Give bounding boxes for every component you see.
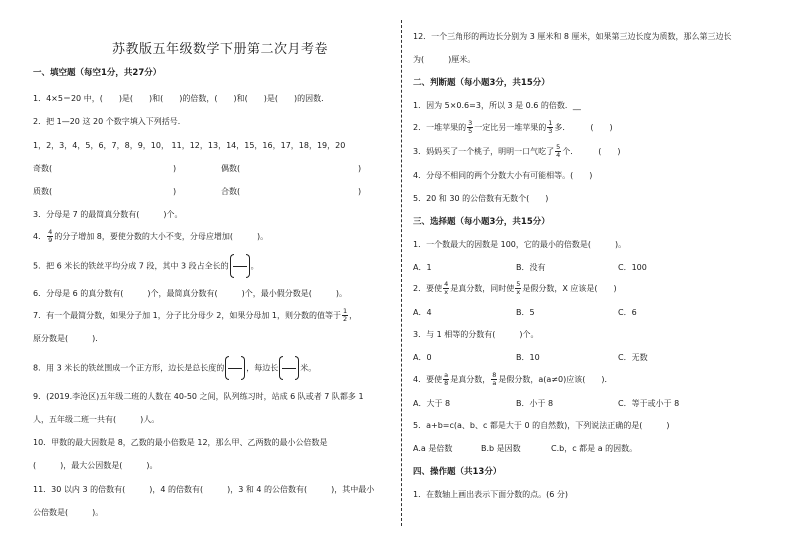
blank-fraction <box>230 254 250 278</box>
fraction-4-x: $\frac{4}{x}$ <box>444 280 449 296</box>
choice-question-2: 2．要使 $\frac{4}{x}$ 是真分数，同时使 $\frac{5}{x}$ 是假分数，X 应该是( ) <box>413 280 617 296</box>
choice-4-option-a: A．大于 8 <box>413 399 451 408</box>
question-2: 2．把 1—20 这 20 个数字填入下列括号． <box>33 117 186 126</box>
odd-label: 奇数( <box>33 164 53 173</box>
choice-question-3: 3．与 1 相等的分数有( )个。 <box>413 330 539 339</box>
composite-label: 合数( <box>221 187 241 196</box>
question-7-line2: 原分数是( )． <box>33 334 104 343</box>
question-3: 3．分母是 7 的最简真分数有( )个。 <box>33 210 183 219</box>
fraction-5-4: $\frac{5}{4}$ <box>556 143 561 159</box>
choice-3-option-a: A．0 <box>413 353 432 362</box>
question-5-prefix: 5．把 6 米长的铁丝平均分成 7 段，其中 3 段占全长的 <box>33 261 229 271</box>
judge-question-2: 2．一堆苹果的 $\frac{3}{5}$ 一定比另一堆苹果的 $\frac{1}{3}$ 多． ( ) <box>413 119 613 135</box>
question-7-line1: 7．有一个最简分数，如果分子加 1，分子比分母少 2，如果分母加 1，则分数的值等于 $\frac{1}{2}$ ， <box>33 307 358 323</box>
choice-2-option-c: C．6 <box>618 308 637 317</box>
choice-1-option-c: C．100 <box>618 263 647 272</box>
choice-5-option-a: A.a 是倍数 <box>413 444 453 453</box>
prime-label: 质数( <box>33 187 53 196</box>
choice-question-1: 1．一个数最大的因数是 100，它的最小的倍数是( )。 <box>413 240 627 249</box>
even-label: 偶数( <box>221 164 241 173</box>
question-11-line2: 公倍数是( )。 <box>33 508 104 517</box>
question-2-numbers: 1，2，3，4，5，6，7，8，9，10， 11，12，13，14，15，16，17，18，19，20 <box>33 141 346 150</box>
fraction-4-9: $\frac{4}{9}$ <box>48 228 53 244</box>
column-divider <box>401 20 402 526</box>
question-7-text: 7．有一个最简分数，如果分子加 1，分子比分母少 2，如果分母加 1，则分数的值等于 <box>33 311 341 320</box>
question-9-line2: 人，五年级二班一共有( )人。 <box>33 415 160 424</box>
judge-question-4: 4．分母不相同的两个分数大小有可能相等。( ) <box>413 171 593 180</box>
question-8-tail: 米。 <box>300 363 317 373</box>
section1-heading: 一、填空题（每空1分，共27分） <box>33 68 162 78</box>
question-4 <box>33 229 268 245</box>
choice-2-option-b: B．5 <box>516 308 535 317</box>
fraction-8-a: $\frac{8}{a}$ <box>492 371 497 387</box>
section2-heading: 二、判断题（每小题3分，共15分） <box>413 78 550 88</box>
operation-question-1: 1．在数轴上画出表示下面分数的点。(6 分) <box>413 490 568 499</box>
question-5 <box>33 254 259 279</box>
composite-close: ) <box>358 187 362 196</box>
fraction-5-x: $\frac{5}{x}$ <box>516 280 521 296</box>
question-1: 1．4×5＝20 中，( )是( )和( )的倍数，( )和( )是( )的因数． <box>33 94 330 103</box>
judge-question-1: 1．因为 5×0.6=3，所以 3 是 0.6 的倍数．__ <box>413 101 581 110</box>
fraction-1-3: $\frac{1}{3}$ <box>548 119 553 135</box>
judge-question-5: 5．20 和 30 的公倍数有无数个( ) <box>413 194 549 203</box>
choice-5-option-c: C.b，c 都是 a 的因数。 <box>551 444 638 453</box>
question-11-line1: 11．30 以内 3 的倍数有( )，4 的倍数有( )，3 和 4 的公倍数有( )，其中最小 <box>33 485 375 494</box>
choice-3-option-c: C．无数 <box>618 353 648 362</box>
choice-4-option-c: C．等于或小于 8 <box>618 399 680 408</box>
question-12-line1: 12．一个三角形的两边长分别为 3 厘米和 8 厘米，如果第三边长度为质数，那么第三边长 <box>413 32 732 41</box>
choice-3-option-b: B．10 <box>516 353 540 362</box>
odd-close: ) <box>173 164 177 173</box>
choice-2-option-a: A．4 <box>413 308 432 317</box>
question-6: 6．分母是 6 的真分数有( )个，最简真分数有( )个，最小假分数是( )。 <box>33 289 347 298</box>
question-10-line2: ( )，最大公因数是( )。 <box>33 461 158 470</box>
even-close: ) <box>358 164 362 173</box>
choice-1-option-a: A．1 <box>413 263 432 272</box>
choice-4-option-b: B．小于 8 <box>516 399 554 408</box>
question-8 <box>33 356 316 381</box>
question-5-suffix: 。 <box>250 261 259 271</box>
choice-question-5: 5．a+b=c(a、b、c 都是大于 0 的自然数)，下列说法正确的是( ) <box>413 421 670 430</box>
blank-fraction <box>279 356 299 380</box>
exam-title: 苏教版五年级数学下册第二次月考卷 <box>111 42 328 57</box>
question-8-text: 8．用 3 米长的铁丝围成一个正方形，边长是总长度的 <box>33 363 225 373</box>
question-8-mid: ，每边长 <box>246 363 279 373</box>
choice-1-option-b: B．没有 <box>516 263 546 272</box>
blank-fraction <box>225 356 245 380</box>
choice-question-4: 4．要使 $\frac{a}{8}$ 是真分数， $\frac{8}{a}$ 是假分数，a(a≠0)应该( )． <box>413 371 613 387</box>
section3-heading: 三、选择题（每小题3分，共15分） <box>413 217 550 227</box>
question-12-line2: 为( )厘米。 <box>413 55 476 64</box>
question-4-prefix: 4． <box>33 232 47 241</box>
question-4-suffix: 的分子增加 8，要使分数的大小不变，分母应增加( )。 <box>54 232 269 241</box>
fraction-3-5: $\frac{3}{5}$ <box>468 119 473 135</box>
section4-heading: 四、操作题（共13分） <box>413 467 502 477</box>
question-9-line1: 9．(2019.李沧区)五年级二班的人数在 40-50 之间，队列练习时，站成 6 队或者 7 队都多 1 <box>33 392 364 401</box>
fraction-a-8: $\frac{a}{8}$ <box>444 371 449 387</box>
question-10-line1: 10．甲数的最大因数是 8，乙数的最小倍数是 12，那么甲、乙两数的最小公倍数是 <box>33 438 328 447</box>
fraction-1-2: $\frac{1}{2}$ <box>343 307 348 323</box>
choice-5-option-b: B.b 是因数 <box>481 444 521 453</box>
prime-close: ) <box>173 187 177 196</box>
judge-question-3: 3．妈妈买了一个桃子，明明一口气吃了 $\frac{5}{4}$ 个． ( ) <box>413 143 621 159</box>
